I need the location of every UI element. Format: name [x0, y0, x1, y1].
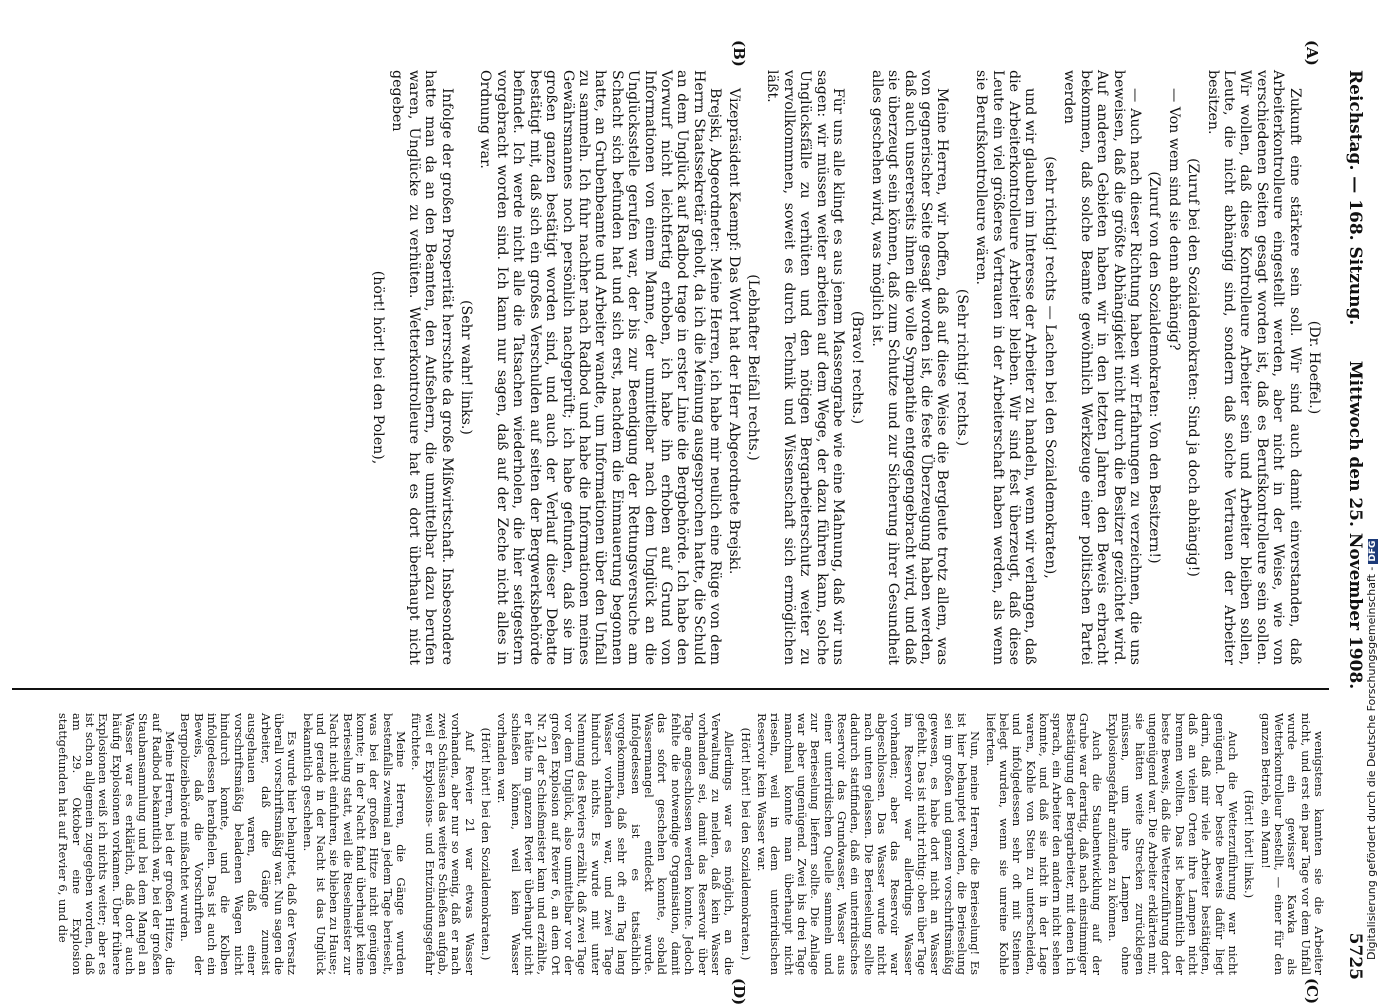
- page-header: [1333, 70, 1365, 980]
- left-column: [367, 70, 1325, 665]
- paragraph: Meine Herren, wir hoffen, daß auf diese Weise die Bergleute trotz allem, was von gegnerischer Seite gesagt worden ist, die feste Überzeugung haben werden, daß auch unsererseits ihnen die volle Sympathie entgegengebracht wird, und daß sie überzeugt sein können, daß zum Schutze und zur Sicherung ihrer Gesundheit alles geschehen wird, was möglich ist.: [868, 70, 951, 665]
- right-column: [54, 713, 1325, 975]
- interjection: (Hört! hört! bei den Sozialdemokraten.): [479, 727, 494, 961]
- interjection: (Zuruf bei den Sozialdemokraten: Sind ja doch abhängig!): [1185, 158, 1202, 577]
- paragraph: Meine Herren, bei der großen Hitze, die auf Radbod bekanntlich war, bei der großen Staubansammlung und bei dem Mangel an Wasser war es erklärlich, daß dort auch häufig Explosionen vorkamen. Über frühere Explosionen weiß ich nichts weiter; aber es ist schon allgemein zugegeben worden, daß am 29. Oktober eine Explosion stattgefunden hat auf Revier 6, und die: [56, 713, 178, 975]
- paragraph: — Auch nach dieser Richtung haben wir Erfahrungen zu verzeichnen, die uns beweisen, daß die größte Abhängigkeit nicht durch die Besitzer gezüchtet wird. Auf anderen Gebieten haben wir in den letzten Jahren den Beweis erbracht bekommen, daß solche Beamte gewöhnlich Werkzeuge einer politischen Partei werden: [1061, 70, 1143, 665]
- paragraph: Infolge der großen Prosperität herrschte da große Mißwirtschaft. Insbesondere hatte man da an den Beamten, den Aufsehern, die unmittelbar dazu berufen waren, Unglücke zu verhüten. Wetterkontrolleure hat es dort überhaupt nicht gegeben: [389, 70, 455, 665]
- interjection: (Sehr richtig! rechts.): [953, 288, 970, 447]
- interjection: (Hört! hört! links.): [1242, 789, 1257, 899]
- paragraph: wenigstens kannten sie die Arbeiter nicht, und erst ein paar Tage vor dem Unfall wurde ein gewisser Kawka als Wetterkontrolleur bestellt, — einer für den ganzen Betrieb, ein Mann!: [1258, 713, 1326, 975]
- margin-marker-a: (A): [1303, 40, 1321, 66]
- paragraph: und wir glauben im Interesse der Arbeiter zu handeln, wenn wir verlangen, daß die Arbeiterkontrolleure Arbeiter bleiben. Wir sind fest überzeugt, daß diese Leute ein viel größeres Vertrauen in der Arbeiterschaft haben werden, als wenn sie Berufskontrolleure wären.: [973, 70, 1039, 665]
- paragraph: Zukunft eine stärkere sein soll. Wir sind auch damit einverstanden, daß Arbeiterkontrolleure eingestellt werden, aber nicht in der Weise, wie von verschiedenen Seiten gesagt worden ist, daß es Berufskontrolleure sein sollen. Wir wollen, daß diese Kontrolleure Arbeiter sein und Arbeiter bleiben sollen, Leute, die nicht abhängig sind, sondern daß solche Vertrauen der Arbeiter besitzen.: [1204, 70, 1303, 665]
- paragraph: Es wurde hier behauptet, daß der Versatz überall vorschriftsmäßig war. Nun sagen die Arbeiter, daß die Gänge zumeist ausgehauen waren, daß einer vorschriftsmäßig beladenen Wagen nicht hindurch konnte, und die Kolben infolgedessen herabfielen. Das ist auch ein Beweis, daß die Vorschriften der Bergpolizeibehörde mißachtet wurden.: [178, 713, 300, 975]
- margin-marker-d: (D): [730, 978, 748, 1005]
- margin-marker-c: (C): [1303, 978, 1321, 1005]
- paragraph: Auch die Wetterzuführung war nicht genügend. Der beste Beweis dafür liegt darin, daß mir viele Arbeiter bestätigten, daß an vielen Orten ihre Lampen nicht brennen wollten. Das ist bekanntlich der beste Beweis, daß die Wetterzuführung dort ungenügend war. Die Arbeiter erklärten mir, sie hätten weite Strecken zurücklegen müssen, um ihre Lampen ohne Explosionsgefahr anzünden zu können.: [1105, 713, 1240, 975]
- page-number: 5725: [1345, 932, 1365, 980]
- paragraph: Brejski, Abgeordneter: Meine Herren, ich habe mir neulich eine Rüge von dem Herrn Staatssekretär geholt, da ich die Meinung ausgesprochen hatte, die Schuld an dem Unglück auf Radbod trage in erster Linie die Bergbehörde. Ich habe den Vorwurf nicht leichtfertig erhoben, ich habe ihn erhoben auf Grund von Informationen von einem Manne, der unmittelbar nach dem Unglück an die Unglücksstelle gerufen war, der bis zur Beendigung der Rettungsversuche am Schacht sich befunden hat und sich erst, nachdem die Einmauerung begonnen hatte, an Grubenbeamte und Arbeiter wandte, um Informationen über den Unfall zu sammeln. Ich fuhr nachher nach Radbod und habe die Informationen meines Gewährsmannes noch persönlich nachgeprüft; ich habe gefunden, daß sie im großen ganzen bestätigt worden sind, und auch der Verlauf dieser Debatte bestätigt mit, daß sich ein großes Verschulden auf seiten der Bergwerksbehörde befindet. Ich werde nicht alle die Tatsachen wiederholen, die hier seitgestern vorgebracht worden sind. Ich kann nur sagen, daß auf der Zeche nicht alles in Ordnung war.: [477, 70, 724, 665]
- interjection: (Lebhafter Beifall rechts.): [745, 274, 761, 461]
- dfg-logo: DFG: [1368, 540, 1378, 562]
- paragraph: Auch die Staubentwicklung auf der Grube war derartig, daß nach einstimmiger Bestätigung der Bergarbeiter, mit denen ich sprach, ein Arbeiter den andern nicht sehen konnte, und daß sie nicht in der Lage waren, Kohle von Stein zu unterscheiden, und infolgedessen sehr oft mit Steinen belegt wurden, wenn sie unreine Kohle lieferten.: [983, 713, 1105, 975]
- paragraph: Auf Revier 21 war etwas Wasser vorhanden, aber nur so wenig, daß er nach zwei Schüssen das weitere Schießen aufgab, weil er Explosions- und Entzündungsgefahr fürchtete.: [409, 713, 477, 975]
- paragraph: — Von wem sind sie denn abhängig?: [1165, 88, 1182, 351]
- column-divider: [12, 688, 1329, 690]
- interjection: (Dr. Hoeffel.): [1306, 320, 1322, 415]
- paragraph: Nun, meine Herren, die Berieselung! Es ist hier behauptet worden, die Berieselung sei im großen und ganzen vorschriftsmäßig gewesen, es habe dort nicht an Wasser gefehlt. Das ist nicht richtig: oben über Tage im Reservoir war allerdings Wasser vorhanden; aber das Reservoir war abgeschlossen. Das Wasser wurde nicht nach unten gelassen. Die Berieselung sollte dadurch stattfinden, daß ein unterirdisches Reservoir das Grundwasser, Wasser aus einer unterirdischen Quelle sammeln und zur Berieselung liefern sollte. Die Anlage war aber ungenügend. Zwei bis drei Tage manchmal konnte man überhaupt nicht rieseln, weil in dem unterirdischen Reservoir kein Wasser war.: [754, 713, 983, 975]
- interjection: (Zuruf von den Sozialdemokraten: Von den Besitzern!): [1146, 171, 1163, 564]
- paragraph: Meine Herren, die Gänge wurden bestenfalls zweimal an jedem Tage berieselt, was bei der großen Hitze nicht genügen konnte; in der Nacht fand überhaupt keine Berieselung statt, weil die Rieselmeister zur Nacht nicht einfuhren, sie blieben zu Hause; und gerade in der Nacht ist das Unglück bekanntlich geschehen.: [300, 713, 408, 975]
- interjection: (Sehr wahr! links.): [458, 300, 475, 435]
- paragraph: Für uns alle klingt es aus jenem Massengrabe wie eine Mahnung, daß wir uns sagen: wir müssen weiter arbeiten auf dem Wege, der dazu führen kann, solche Unglücksfälle zu verhüten und den nötigen Bergarbeiterschutz weiter zu vervollkommnen, soweit es durch Technik und Wissenschaft sich ermöglichen läßt.: [764, 70, 847, 665]
- paragraph: Allerdings war es möglich, an die Verwaltung zu melden, daß kein Wasser vorhanden sei, damit das Reservoir über Tage angeschlossen werden konnte. Jedoch fehlte die notwendige Organisation, damit das sofort geschehen konnte, sobald Wassermangel entdeckt wurde. Infolgedessen ist es tatsächlich vorgekommen, daß sehr oft ein Tag lang Wasser vorhanden war, und zwei Tage hindurch nichts. Es wurde mit unter Nennung des Reviers erzählt, daß zwei Tage vor dem Unglück, also unmittelbar vor der großen Explosion auf Revier 6, an dem Ort Nr. 21 der Schießmeister kam und erzählte, er hätte im ganzen Revier überhaupt nicht schießen können, weil kein Wasser vorhanden war.: [495, 713, 737, 975]
- header-left: Reichstag. — 168. Sitzung.: [1345, 70, 1365, 326]
- interjection: (hört! hört! bei den Polen),: [370, 270, 387, 465]
- digitization-note: [1365, 0, 1379, 960]
- header-center: Mittwoch den 25. November 1908.: [1345, 360, 1365, 690]
- digitization-text: Digitalisierung gefördert durch die Deutsche Forschungsgemeinschaft -: [1365, 566, 1378, 960]
- interjection: (sehr richtig! rechts — Lachen bei den Sozialdemokraten),: [1041, 156, 1058, 579]
- paragraph: Vizepräsident Kaempf: Das Wort hat der Herr Abgeordnete Brejski.: [725, 88, 742, 575]
- margin-marker-b: (B): [730, 40, 748, 67]
- interjection: (Bravo! rechts.): [849, 310, 866, 425]
- interjection: (Hört! hört! bei den Sozialdemokraten.): [738, 727, 753, 961]
